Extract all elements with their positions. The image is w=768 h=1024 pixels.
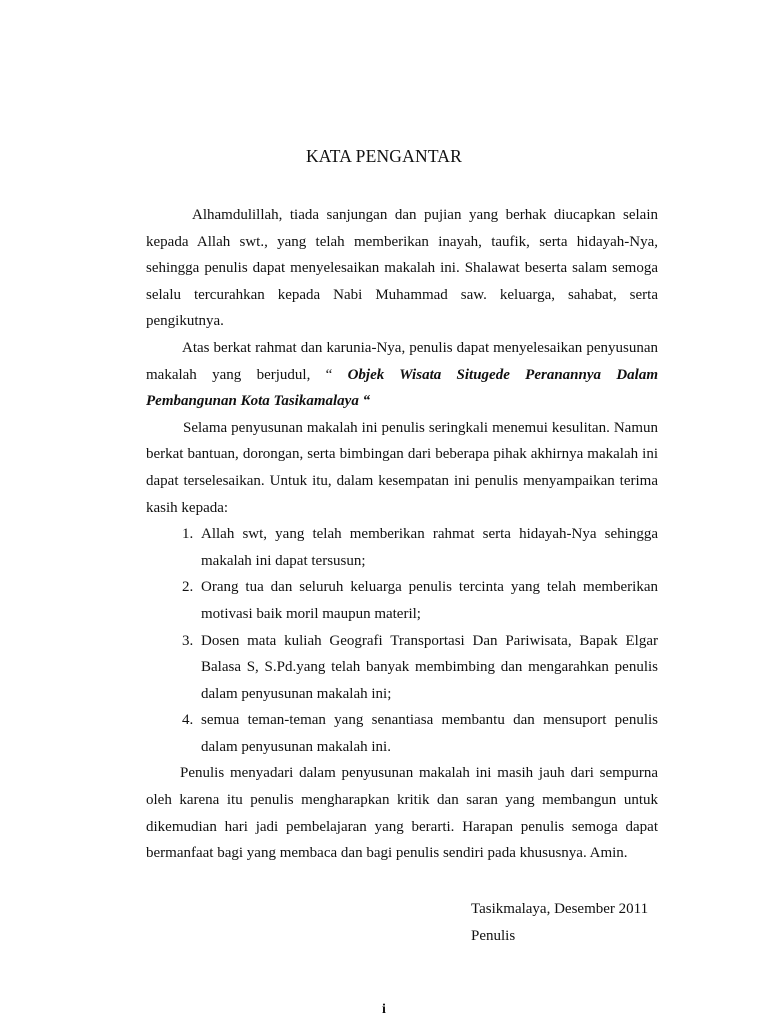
signature-name: Penulis <box>471 927 516 944</box>
list-item <box>146 574 658 627</box>
paper-title-text: Objek Wisata Situgede Peranannya Dalam Pembangunan Kota Tasikamalaya “ <box>146 366 658 410</box>
paragraph-title-mention-text: Atas berkat rahmat dan karunia-Nya, penulis dapat menyelesaikan penyusunan makalah yang berjudul, “ <box>146 339 658 383</box>
paragraph-title-mention <box>146 335 658 415</box>
list-item <box>146 628 658 708</box>
thanks-list <box>146 521 658 760</box>
signature-place-date: Tasikmalaya, Desember 2011 <box>471 901 649 917</box>
list-item-text: Dosen mata kuliah Geografi Transportasi Dan Pariwisata, Bapak Elgar Balasa S, S.Pd.yang telah banyak membimbing dan mengarahkan penulis dalam penyusunan makalah ini; <box>201 632 658 702</box>
paragraph-opening: Alhamdulillah, tiada sanjungan dan pujian yang berhak diucapkan selain kepada Allah swt., yang telah memberikan inayah, taufik, serta hidayah-Nya, sehingga penulis dapat menyelesaikan makalah ini. Shalawat beserta salam semoga selalu tercurahkan kepada Nabi Muhammad saw. keluarga, sahabat, serta pengikutnya. <box>146 207 658 330</box>
list-item-number: 3. <box>182 632 194 649</box>
list-item-text: Allah swt, yang telah memberikan rahmat serta hidayah-Nya sehingga makalah ini dapat tersusun; <box>201 526 658 569</box>
list-item-text: semua teman-teman yang senantiasa membantu dan mensuport penulis dalam penyusunan makalah ini. <box>201 712 658 755</box>
list-item <box>146 521 658 574</box>
document-body <box>146 202 658 867</box>
page-number: i <box>382 1002 386 1017</box>
page-title: KATA PENGANTAR <box>305 146 463 166</box>
signature-block <box>471 896 648 949</box>
paragraph-closing: Penulis menyadari dalam penyusunan makalah ini masih jauh dari sempurna oleh karena itu penulis mengharapkan kritik dan saran yang membangun untuk dikemudian hari jadi pembelajaran yang berarti. Harapan penulis semoga dapat bermanfaat bagi yang membaca dan bagi penulis sendiri pada khususnya. Amin. <box>146 765 658 862</box>
list-item-number: 2. <box>182 579 194 596</box>
paragraph-thanks-intro: Selama penyusunan makalah ini penulis seringkali menemui kesulitan. Namun berkat bantuan, dorongan, serta bimbingan dari beberapa pihak akhirnya makalah ini dapat terselesaikan. Untuk itu, dalam kesempatan ini penulis menyampaikan terima kasih kepada: <box>146 419 658 516</box>
list-item-text: Orang tua dan seluruh keluarga penulis tercinta yang telah memberikan motivasi baik moril maupun materil; <box>201 579 658 622</box>
list-item-number: 1. <box>182 526 194 543</box>
list-item-number: 4. <box>182 712 194 729</box>
list-item <box>146 707 658 760</box>
